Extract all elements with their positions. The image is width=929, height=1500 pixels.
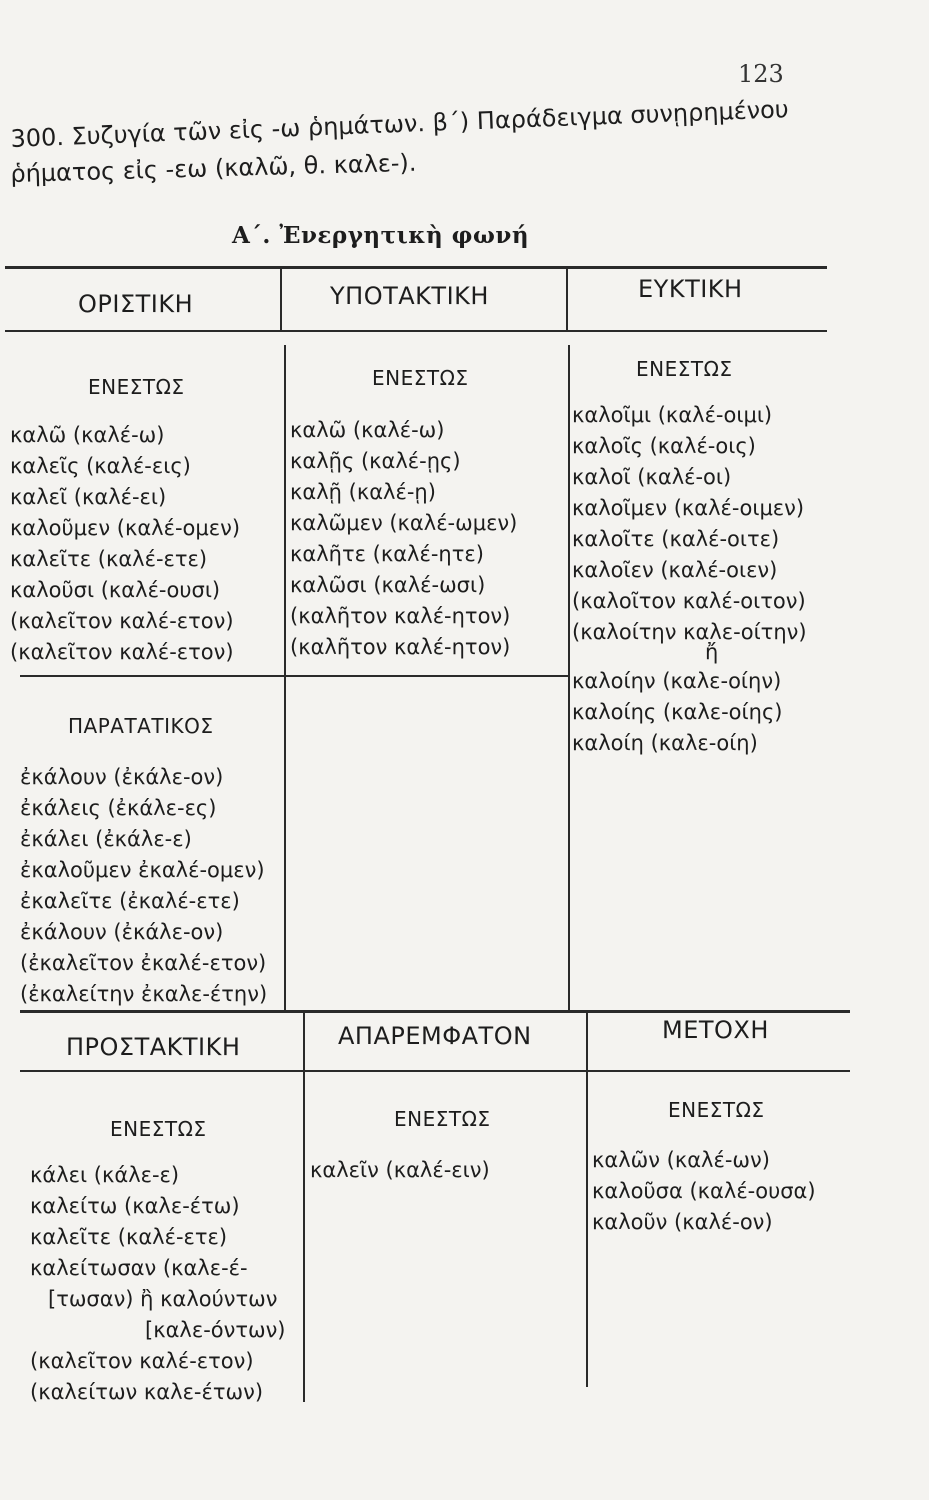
conjugation-form: καλοίην (καλε-οίην) <box>572 669 782 693</box>
conjugation-form: καλεῖτε (καλέ-ετε) <box>30 1225 228 1249</box>
conjugation-form: ἐκαλεῖτε (ἐκαλέ-ετε) <box>20 889 240 913</box>
subhead-metochi-enestos: ΕΝΕΣΤΩΣ <box>668 1098 765 1122</box>
conjugation-form: καλοῦν (καλέ-ον) <box>592 1210 773 1234</box>
subhead-prostaktiki-enestos: ΕΝΕΣΤΩΣ <box>110 1117 207 1141</box>
metochi-enestos-list <box>592 1145 882 1238</box>
conjugation-form: ἐκάλουν (ἐκάλε-ον) <box>20 920 224 944</box>
aparemfaton-enestos-list <box>310 1155 580 1186</box>
section-heading-line-1: 300. Συζυγία τῶν εἰς -ω ῥημάτων. β΄) Παράδειγμα συνῃρημένου <box>10 95 790 153</box>
conjugation-form: καλεῖ (καλέ-ει) <box>10 485 167 509</box>
conjugation-form: καλῆτε (καλέ-ητε) <box>290 542 484 566</box>
header-aparemfaton: ΑΠΑΡΕΜΦΑΤΟΝ <box>338 1022 532 1050</box>
upper-divider-2 <box>566 268 568 331</box>
header-prostaktiki: ΠΡΟΣΤΑΚΤΙΚΗ <box>66 1033 241 1061</box>
conjugation-form: καλείτω (καλε-έτω) <box>30 1194 240 1218</box>
prostaktiki-enestos-list <box>30 1160 310 1408</box>
conjugation-form: καλεῖς (καλέ-εις) <box>10 454 191 478</box>
conjugation-form: καλείτωσαν (καλε-έ- <box>30 1256 248 1280</box>
conjugation-form: (καλεῖτον καλέ-ετον) <box>10 640 234 664</box>
middle-section-rule <box>20 1010 850 1013</box>
conjugation-form: καλοῖτε (καλέ-οιτε) <box>572 527 780 551</box>
euktiki-alternative-marker: ἤ <box>705 640 719 664</box>
conjugation-form: ἐκάλεις (ἐκάλε-ες) <box>20 796 217 820</box>
conjugation-form: καλοῦσα (καλέ-ουσα) <box>592 1179 816 1203</box>
conjugation-form: καλοῦσι (καλέ-ουσι) <box>10 578 221 602</box>
conjugation-form: καλεῖν (καλέ-ειν) <box>310 1158 490 1182</box>
paratatikos-rule <box>20 675 570 677</box>
conjugation-form: (καλεῖτον καλέ-ετον) <box>10 609 234 633</box>
conjugation-form: καλῶ (καλέ-ω) <box>10 423 165 447</box>
euktiki-enestos-list-a <box>572 400 862 648</box>
conjugation-form: (καλῆτον καλέ-ητον) <box>290 604 511 628</box>
conjugation-form: (ἐκαλεῖτον ἐκαλέ-ετον) <box>20 951 267 975</box>
subhead-ypotaktiki-enestos: ΕΝΕΣΤΩΣ <box>372 366 469 390</box>
conjugation-form: καλοῖμι (καλέ-οιμι) <box>572 403 773 427</box>
conjugation-form: καλῶσι (καλέ-ωσι) <box>290 573 486 597</box>
subhead-euktiki-enestos: ΕΝΕΣΤΩΣ <box>636 357 733 381</box>
conjugation-form: (καλῆτον καλέ-ητον) <box>290 635 511 659</box>
conjugation-form: (ἐκαλείτην ἐκαλε-έτην) <box>20 982 268 1006</box>
oristiki-enestos-list <box>10 420 282 668</box>
subhead-aparemfaton-enestos: ΕΝΕΣΤΩΣ <box>394 1107 491 1131</box>
conjugation-form: [καλε-όντων) <box>145 1318 286 1342</box>
conjugation-form: ἐκάλει (ἐκάλε-ε) <box>20 827 192 851</box>
conjugation-form: (καλοίτην καλε-οίτην) <box>572 620 807 644</box>
conjugation-form: καλοίη (καλε-οίη) <box>572 731 758 755</box>
conjugation-form: (καλεῖτον καλέ-ετον) <box>30 1349 254 1373</box>
conjugation-form: καλῇς (καλέ-ῃς) <box>290 449 461 473</box>
conjugation-form: (καλοῖτον καλέ-οιτον) <box>572 589 806 613</box>
conjugation-form: καλῶ (καλέ-ω) <box>290 418 445 442</box>
lower-header-rule <box>20 1070 850 1072</box>
conjugation-form: καλοίης (καλε-οίης) <box>572 700 783 724</box>
header-metochi: ΜΕΤΟΧΗ <box>662 1016 769 1044</box>
conjugation-form: καλῶν (καλέ-ων) <box>592 1148 770 1172</box>
conjugation-form: καλῇ (καλέ-ῃ) <box>290 480 436 504</box>
body-divider-2 <box>568 345 570 1010</box>
header-ypotaktiki: ΥΠΟΤΑΚΤΙΚΗ <box>330 282 489 310</box>
euktiki-enestos-list-b <box>572 666 862 759</box>
conjugation-form: καλοῖεν (καλέ-οιεν) <box>572 558 778 582</box>
subhead-paratatikos: ΠΑΡΑΤΑΤΙΚΟΣ <box>68 714 214 738</box>
header-oristiki: ΟΡΙΣΤΙΚΗ <box>78 290 194 318</box>
upper-divider-1 <box>280 268 282 331</box>
conjugation-form: ἐκάλουν (ἐκάλε-ον) <box>20 765 224 789</box>
ypotaktiki-enestos-list <box>290 415 565 663</box>
lower-divider-2 <box>586 1012 588 1387</box>
conjugation-form: καλεῖτε (καλέ-ετε) <box>10 547 208 571</box>
section-heading-line-2: ῥήματος εἰς -εω (καλῶ, θ. καλε-). <box>10 148 417 188</box>
conjugation-form: ἐκαλοῦμεν ἐκαλέ-ομεν) <box>20 858 265 882</box>
header-bottom-rule <box>5 330 827 332</box>
voice-title: Α΄. Ἐνεργητικὴ φωνή <box>232 222 530 249</box>
conjugation-form: καλοῖ (καλέ-οι) <box>572 465 732 489</box>
conjugation-form: καλοῖμεν (καλέ-οιμεν) <box>572 496 805 520</box>
conjugation-form: (καλείτων καλε-έτων) <box>30 1380 264 1404</box>
subhead-oristiki-enestos: ΕΝΕΣΤΩΣ <box>88 375 185 399</box>
header-euktiki: ΕΥΚΤΙΚΗ <box>638 275 743 303</box>
page-number: 123 <box>738 60 784 88</box>
conjugation-form: [τωσαν) ἢ καλούντων <box>48 1287 278 1311</box>
oristiki-paratatikos-list <box>20 762 302 1010</box>
conjugation-form: καλοῖς (καλέ-οις) <box>572 434 756 458</box>
conjugation-form: καλοῦμεν (καλέ-ομεν) <box>10 516 241 540</box>
conjugation-form: καλῶμεν (καλέ-ωμεν) <box>290 511 518 535</box>
conjugation-form: κάλει (κάλε-ε) <box>30 1163 180 1187</box>
table-top-rule <box>5 266 827 269</box>
